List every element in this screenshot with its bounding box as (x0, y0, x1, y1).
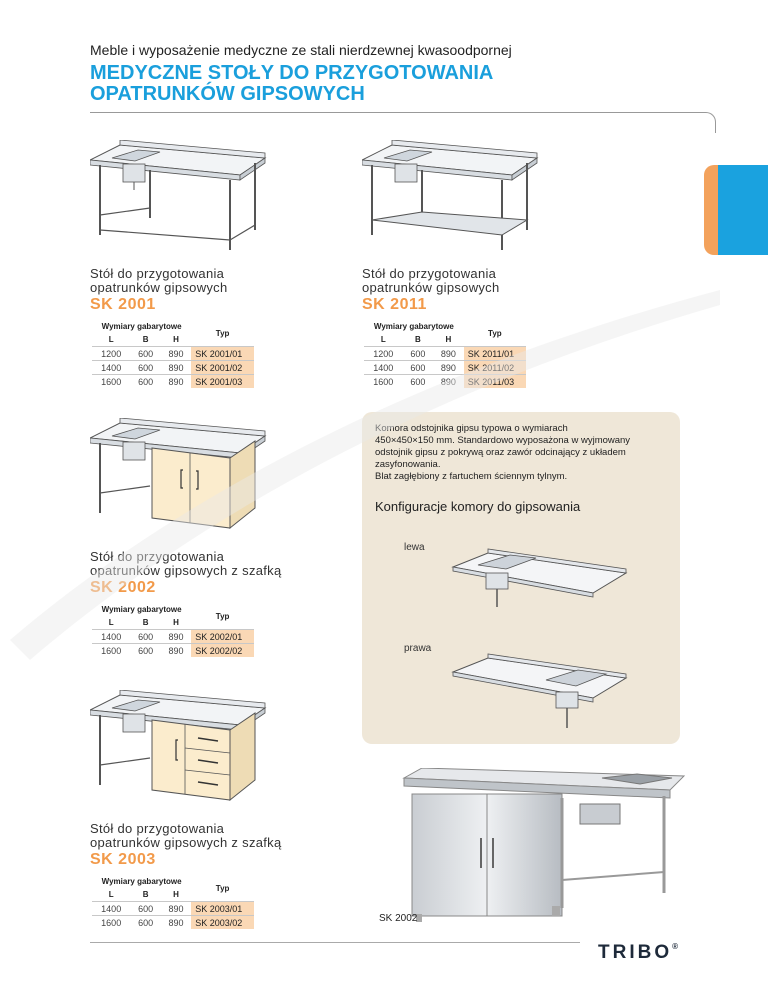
table-row (364, 347, 526, 361)
info-line: odstojnik gipsu z pokrywą oraz zawór odcinający z układem (375, 447, 626, 458)
table-row (92, 375, 254, 389)
cell-b: 600 (403, 361, 434, 375)
dims-header: Wymiary gabarytowe (101, 322, 182, 331)
cell-l: 1600 (92, 644, 130, 658)
table-row (92, 361, 254, 375)
registered-mark: ® (672, 942, 682, 951)
cell-h: 890 (161, 375, 191, 389)
product-name-line1: Stół do przygotowania (90, 266, 225, 281)
dims-header: Wymiary gabarytowe (373, 322, 454, 331)
col-l: L (108, 335, 114, 344)
side-tab-orange (704, 165, 718, 255)
col-l: L (108, 618, 114, 627)
col-h: H (173, 335, 179, 344)
cell-typ: SK 2001/03 (191, 375, 254, 389)
page-title (90, 63, 650, 105)
logo-text: TRIBO (598, 942, 673, 963)
typ-header: Typ (191, 320, 254, 347)
product-code: SK 2002 (90, 579, 156, 596)
cell-h: 890 (161, 902, 191, 916)
cell-l: 1600 (92, 916, 130, 930)
product-name-line1: Stół do przygotowania (90, 549, 225, 564)
title-line-2: OPATRUNKÓW GIPSOWYCH (90, 83, 365, 105)
cell-typ: SK 2011/02 (464, 361, 526, 375)
cell-b: 600 (130, 347, 160, 361)
product-code: SK 2011 (362, 296, 427, 313)
cell-typ: SK 2011/03 (464, 375, 526, 389)
config-title: Konfiguracje komory do gipsowania (375, 499, 581, 514)
config-right-label: prawa (404, 643, 432, 654)
product-sk2002 (90, 550, 282, 597)
product-photo-sk2002 (402, 768, 687, 928)
cell-b: 600 (403, 375, 434, 389)
col-l: L (380, 335, 386, 344)
info-line: Komora odstojnika gipsu typowa o wymiarach (375, 423, 568, 434)
table-row (364, 361, 526, 375)
col-b: B (414, 335, 421, 344)
col-h: H (445, 335, 452, 344)
cell-h: 890 (161, 916, 191, 930)
typ-header: Typ (464, 320, 526, 347)
dims-table-sk2002 (92, 603, 254, 657)
cell-l: 1200 (364, 347, 403, 361)
table-row (92, 902, 254, 916)
footer-divider (90, 942, 580, 943)
cell-typ: SK 2001/01 (191, 347, 254, 361)
table-illustration-sk2001 (90, 140, 270, 255)
cell-b: 600 (403, 347, 434, 361)
typ-header: Typ (191, 603, 254, 630)
cell-l: 1600 (92, 375, 130, 389)
col-b: B (142, 890, 149, 899)
photo-caption: SK 2002 (379, 913, 418, 924)
cell-h: 890 (433, 375, 464, 389)
header-divider (90, 112, 716, 133)
cell-l: 1200 (92, 347, 130, 361)
dims-header: Wymiary gabarytowe (101, 877, 182, 886)
cell-h: 890 (433, 347, 464, 361)
cell-typ: SK 2002/01 (191, 630, 254, 644)
info-line: 450×450×150 mm. Standardowo wyposażona w wyjmowany (375, 435, 631, 446)
table-row (92, 916, 254, 930)
product-name-line2: opatrunków gipsowych z szafką (90, 835, 282, 850)
col-l: L (108, 890, 114, 899)
cell-h: 890 (161, 644, 191, 658)
col-b: B (142, 335, 149, 344)
cell-typ: SK 2003/01 (191, 902, 254, 916)
cell-h: 890 (161, 361, 191, 375)
cell-b: 600 (130, 361, 160, 375)
cell-l: 1600 (364, 375, 403, 389)
product-name-line1: Stół do przygotowania (90, 821, 225, 836)
page-subtitle: Meble i wyposażenie medyczne ze stali nierdzewnej kwasoodpornej (90, 42, 512, 58)
cell-b: 600 (130, 916, 160, 930)
info-description (375, 423, 675, 483)
product-sk2003 (90, 822, 282, 869)
product-code: SK 2001 (90, 296, 156, 313)
table-row (364, 375, 526, 389)
cell-typ: SK 2011/01 (464, 347, 526, 361)
cell-typ: SK 2003/02 (191, 916, 254, 930)
cell-b: 600 (130, 630, 160, 644)
cell-typ: SK 2002/02 (191, 644, 254, 658)
table-row (92, 347, 254, 361)
col-h: H (173, 890, 179, 899)
col-h: H (173, 618, 179, 627)
dims-table-sk2011 (364, 320, 526, 388)
cell-h: 890 (433, 361, 464, 375)
side-tab-blue (718, 165, 768, 255)
config-left-label: lewa (404, 542, 425, 553)
title-line-1: MEDYCZNE STOŁY DO PRZYGOTOWANIA (90, 62, 494, 84)
cell-typ: SK 2001/02 (191, 361, 254, 375)
cell-b: 600 (130, 375, 160, 389)
table-illustration-sk2003 (90, 690, 270, 805)
product-code: SK 2003 (90, 851, 156, 868)
cell-l: 1400 (92, 361, 130, 375)
cell-h: 890 (161, 347, 191, 361)
col-b: B (142, 618, 149, 627)
info-line: Blat zagłębiony z fartuchem ściennym tylnym. (375, 471, 568, 482)
cell-l: 1400 (364, 361, 403, 375)
dims-table-sk2001 (92, 320, 254, 388)
table-row (92, 630, 254, 644)
table-illustration-sk2002 (90, 418, 270, 533)
product-sk2011 (362, 267, 500, 314)
product-sk2001 (90, 267, 228, 314)
product-name-line2: opatrunków gipsowych (90, 280, 228, 295)
dims-header: Wymiary gabarytowe (101, 605, 182, 614)
cell-b: 600 (130, 644, 160, 658)
sink-left-illustration (448, 545, 628, 615)
typ-header: Typ (191, 875, 254, 902)
product-name-line1: Stół do przygotowania (362, 266, 497, 281)
cell-l: 1400 (92, 630, 130, 644)
sink-right-illustration (448, 650, 628, 735)
brand-logo (598, 942, 681, 964)
cell-l: 1400 (92, 902, 130, 916)
cell-b: 600 (130, 902, 160, 916)
cell-h: 890 (161, 630, 191, 644)
info-line: zasyfonowania. (375, 459, 441, 470)
product-name-line2: opatrunków gipsowych (362, 280, 500, 295)
dims-table-sk2003 (92, 875, 254, 929)
product-name-line2: opatrunków gipsowych z szafką (90, 563, 282, 578)
table-row (92, 644, 254, 658)
table-illustration-sk2011 (362, 140, 542, 255)
